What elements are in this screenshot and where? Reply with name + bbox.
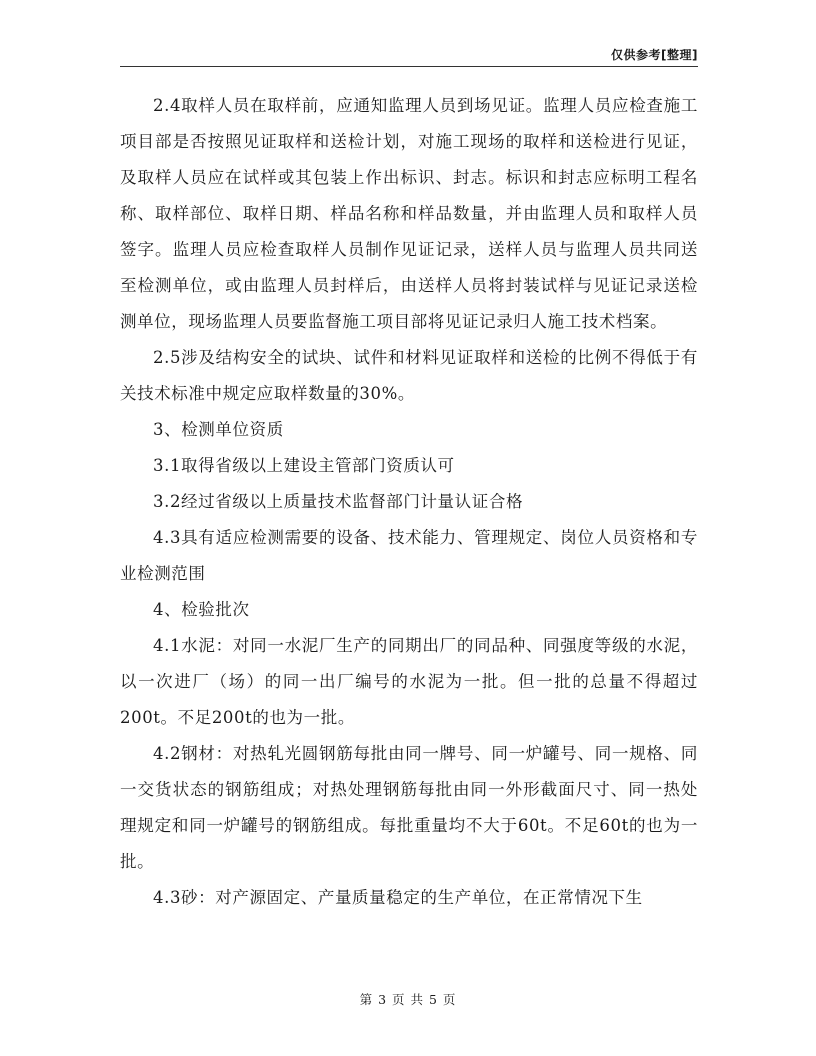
page-footer: 第 3 页 共 5 页	[359, 992, 457, 1007]
paragraph-4-1: 4.1水泥：对同一水泥厂生产的同期出厂的同品种、同强度等级的水泥，以一次进厂（场）的同一出厂编号的水泥为一批。但一批的总量不得超过200t。不足200t的也为一批。	[120, 636, 698, 727]
paragraph-4-3-qualification: 4.3具有适应检测需要的设备、技术能力、管理规定、岗位人员资格和专业检测范围	[120, 528, 698, 583]
paragraph-4-2: 4.2钢材：对热轧光圆钢筋每批由同一牌号、同一炉罐号、同一规格、同一交货状态的钢筋组成；对热处理钢筋每批由同一外形截面尺寸、同一热处理规定和同一炉罐号的钢筋组成。每批重量均不大于60t。不足60t的也为一批。	[120, 744, 698, 871]
document-body	[120, 88, 698, 916]
paragraph-2-4: 2.4取样人员在取样前，应通知监理人员到场见证。监理人员应检查施工项目部是否按照见证取样和送检计划，对施工现场的取样和送检进行见证，及取样人员应在试样或其包装上作出标识、封志。标识和封志应标明工程名称、取样部位、取样日期、样品名称和样品数量，并由监理人员和取样人员签字。监理人员应检查取样人员制作见证记录，送样人员与监理人员共同送至检测单位，或由监理人员封样后，由送样人员将封装试样与见证记录送检测单位，现场监理人员要监督施工项目部将见证记录归人施工技术档案。	[120, 96, 698, 331]
paragraph-2-5: 2.5涉及结构安全的试块、试件和材料见证取样和送检的比例不得低于有关技术标准中规定应取样数量的30%。	[120, 348, 698, 403]
header-text: 仅供参考[整理]	[611, 48, 698, 62]
paragraph-3-1: 3.1取得省级以上建设主管部门资质认可	[153, 456, 455, 475]
page-header	[120, 44, 698, 67]
paragraph-3-2: 3.2经过省级以上质量技术监督部门计量认证合格	[153, 492, 524, 511]
heading-4: 4、检验批次	[153, 600, 250, 619]
paragraph-4-3-sand: 4.3砂：对产源固定、产量质量稳定的生产单位，在正常情况下生	[153, 888, 643, 907]
heading-3: 3、检测单位资质	[153, 420, 284, 439]
